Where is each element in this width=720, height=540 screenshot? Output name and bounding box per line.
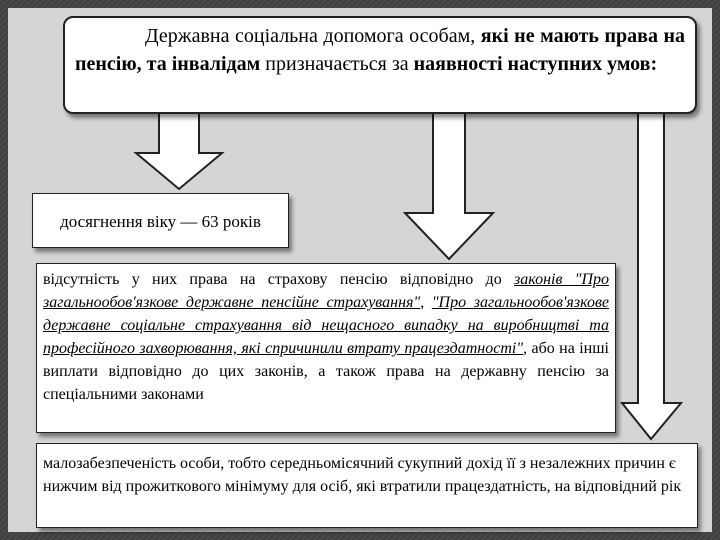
heading-bold-1: які не мають права на пенсію, та інвалідам	[75, 25, 685, 75]
arrow-to-age-condition	[134, 105, 224, 191]
low-income-condition-box	[36, 443, 698, 528]
heading-text-2: призначається за	[260, 53, 414, 75]
law-text-3: , або на інші виплати відповідно до цих законів, а також права на державну пенсію за спеціальними законами	[43, 340, 610, 403]
arrow-to-low-income-condition	[622, 105, 682, 441]
no-insurance-pension-condition-box	[36, 263, 616, 433]
law-reference-1: законів "Про загальнообов'язкове державне пенсійне страхування"	[43, 271, 609, 311]
age-condition-text: досягнення віку — 63 років	[60, 212, 261, 231]
slide	[8, 8, 712, 532]
arrow-to-law-condition	[405, 105, 495, 261]
heading-text-1: Державна соціальна допомога особам,	[145, 25, 481, 47]
law-reference-2: "Про загальнообов'язкове державне соціальне страхування від нещасного випадку на виробництві та професійного захворювання, які спричинили втрату працездатності"	[43, 294, 610, 357]
main-heading-box	[63, 16, 697, 114]
age-condition-box	[32, 193, 289, 248]
heading-bold-2: наявності наступних умов:	[413, 53, 658, 75]
law-text-1: відсутність у них права на страхову пенсію відповідно до	[43, 271, 514, 288]
low-income-condition-text: малозабезпеченість особи, тобто середньомісячний сукупний дохід її з незалежних причин є нижчим від прожиткового мінімуму для осіб, які втратили працездатність, на відповідний рік	[43, 455, 682, 495]
law-text-2: ,	[420, 294, 432, 311]
